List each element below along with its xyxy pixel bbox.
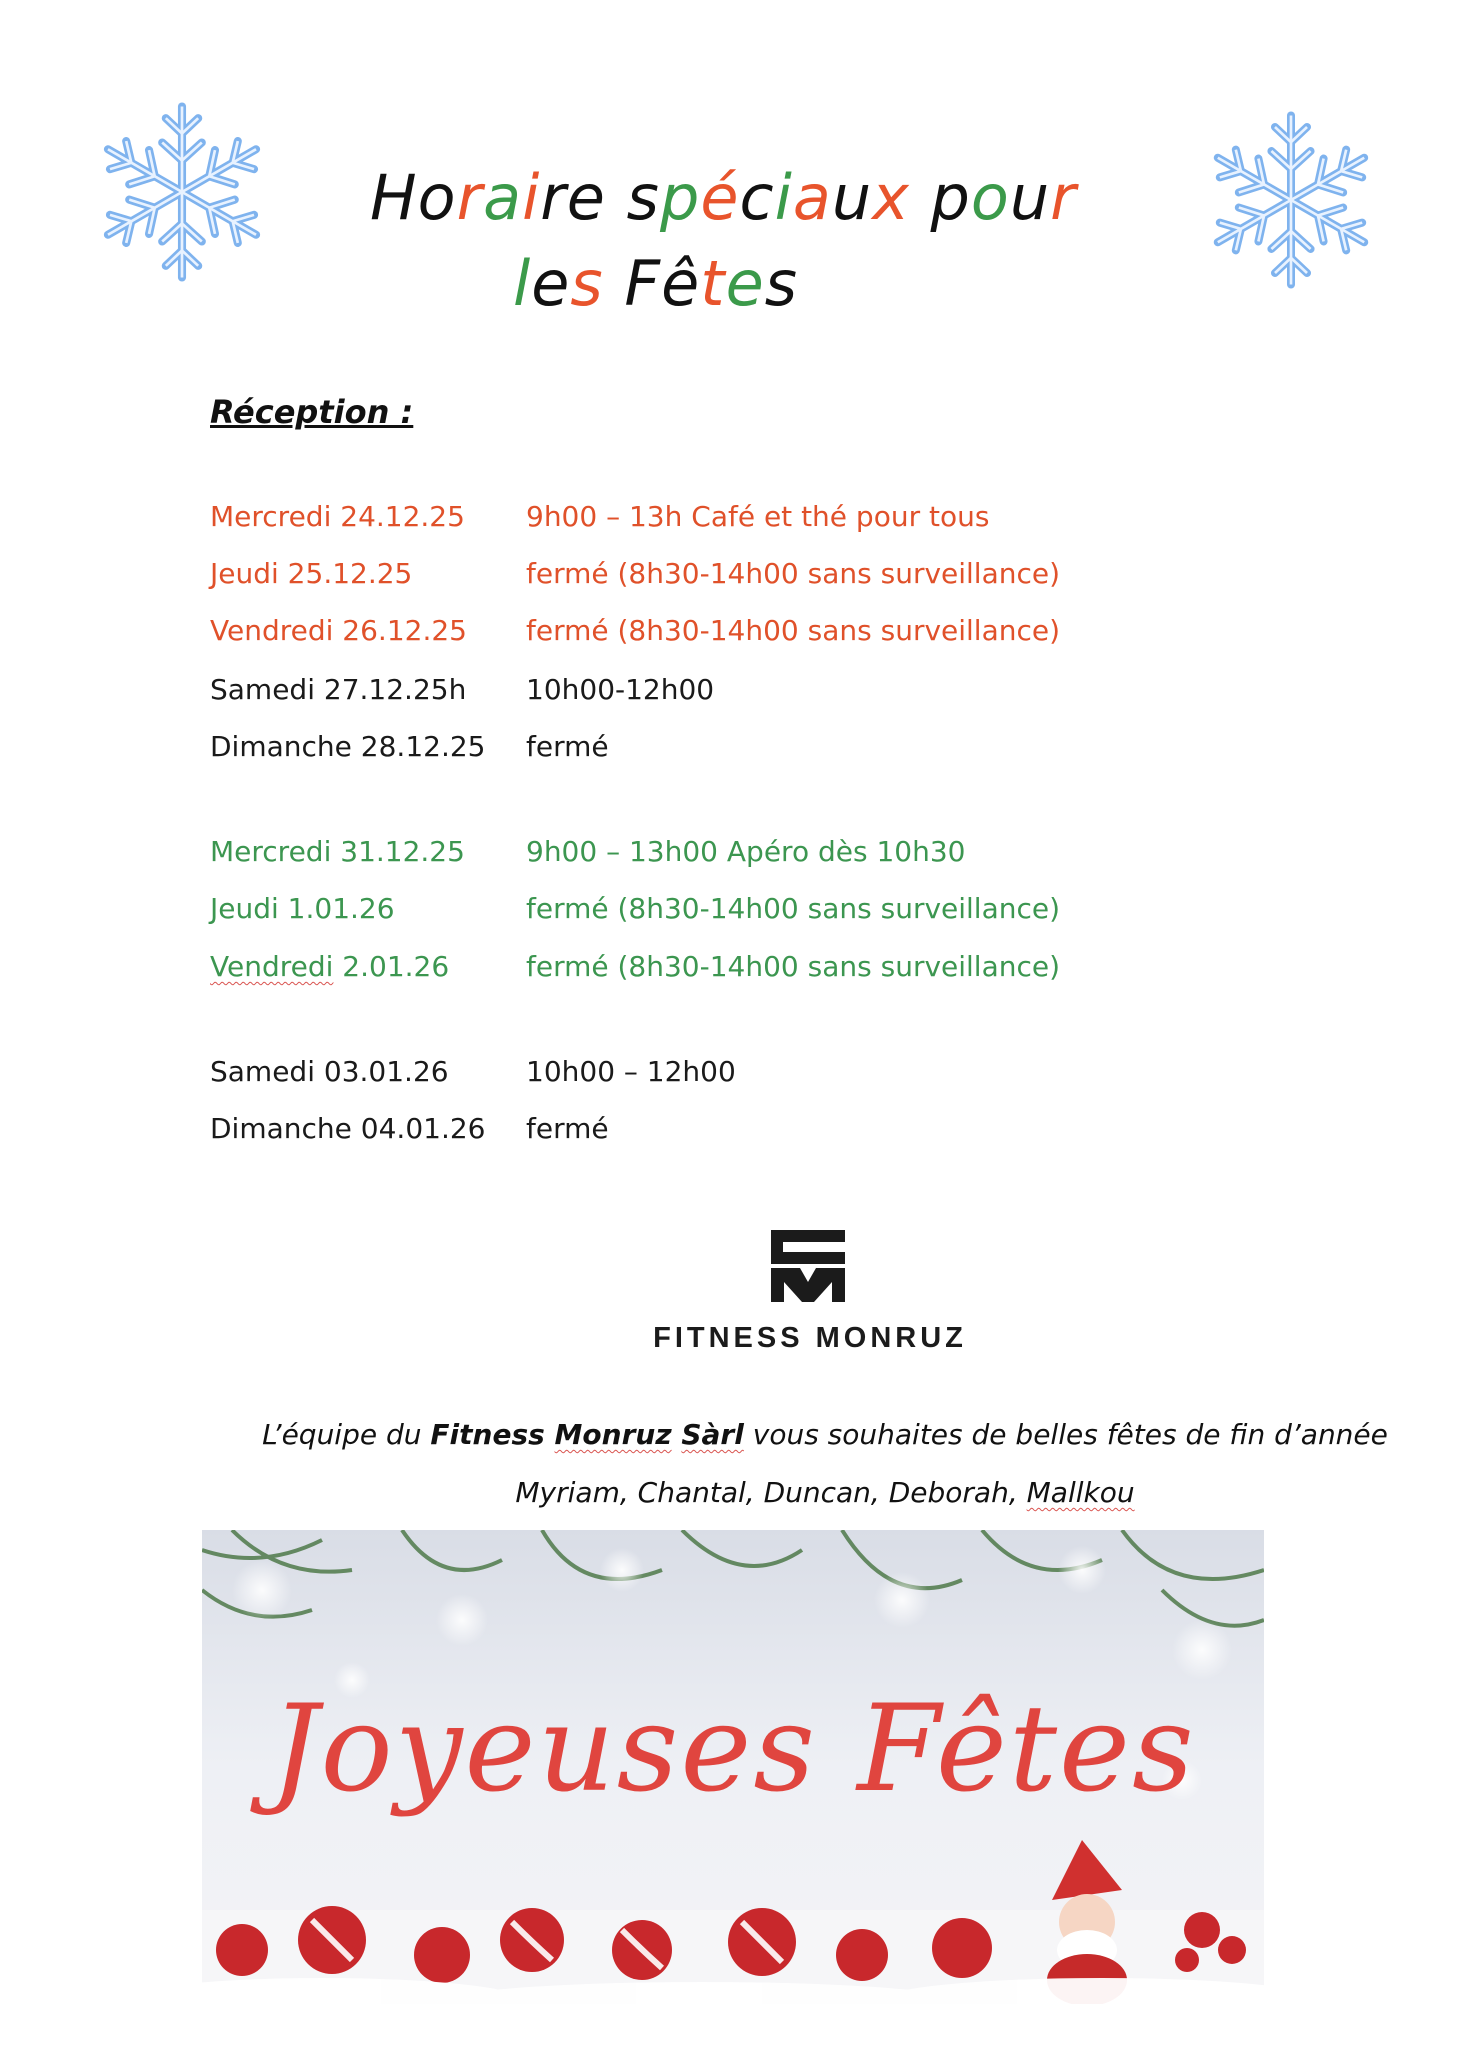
page-title	[370, 155, 1077, 327]
schedule-day: Mercredi 31.12.25	[210, 835, 465, 868]
title-letter: a	[483, 161, 523, 234]
schedule-day: Vendredi 2.01.26	[210, 950, 450, 983]
title-letter: o	[417, 161, 457, 234]
title-letter: p	[930, 161, 971, 234]
greeting-line	[200, 1418, 1450, 1451]
snowflake-icon-right	[1202, 102, 1380, 298]
snowflake-icon-left	[92, 92, 272, 292]
schedule-day: Samedi 27.12.25h	[210, 673, 467, 706]
team-names: Myriam, Chantal, Duncan, Deborah, Mallkou	[515, 1476, 1135, 1509]
title-letter: i	[774, 161, 793, 234]
banner-title: Joyeuses Fêtes	[270, 1680, 1196, 1819]
schedule-hours: 10h00 – 12h00	[526, 1055, 736, 1088]
title-letter: e	[566, 161, 606, 234]
title-letter: c	[739, 161, 775, 234]
title-letter: u	[831, 161, 873, 234]
title-letter	[910, 161, 931, 234]
schedule-hours: 10h00-12h00	[526, 673, 715, 706]
title-letter: t	[700, 247, 726, 320]
title-letter	[606, 161, 627, 234]
title-letter: é	[700, 161, 740, 234]
schedule-hours: fermé	[526, 1112, 609, 1145]
title-line-1	[370, 161, 1077, 234]
holiday-banner	[202, 1530, 1264, 2004]
schedule-day: Dimanche 04.01.26	[210, 1112, 486, 1145]
schedule-hours: fermé (8h30-14h00 sans surveillance)	[526, 557, 1061, 590]
title-letter: r	[456, 161, 484, 234]
title-letter: ê	[661, 247, 701, 320]
schedule-day: Jeudi 25.12.25	[210, 557, 413, 590]
greeting-prefix: L’équipe du	[262, 1418, 431, 1451]
reception-heading: Réception :	[210, 393, 414, 431]
title-letter: x	[872, 161, 910, 234]
schedule-day: Samedi 03.01.26	[210, 1055, 449, 1088]
title-letter: r	[540, 161, 567, 234]
title-letter: r	[1050, 161, 1077, 234]
title-letter: s	[626, 161, 660, 234]
title-letter: o	[970, 161, 1010, 234]
schedule-hours: fermé (8h30-14h00 sans surveillance)	[526, 892, 1061, 925]
title-letter: s	[570, 247, 604, 320]
title-letter: s	[764, 247, 799, 320]
logo-wordmark: FITNESS MONRUZ	[653, 1322, 967, 1354]
schedule-day: Mercredi 24.12.25	[210, 500, 465, 533]
schedule-hours: fermé (8h30-14h00 sans surveillance)	[526, 950, 1061, 983]
title-letter: p	[659, 161, 701, 234]
greeting-suffix: vous souhaites de belles fêtes de fin d’année	[743, 1418, 1388, 1451]
title-letter: a	[792, 161, 832, 234]
schedule-hours: fermé	[526, 730, 609, 763]
schedule-day: Vendredi 26.12.25	[210, 614, 467, 647]
title-letter	[604, 247, 625, 320]
title-letter: F	[624, 247, 662, 320]
title-letter: H	[370, 161, 418, 234]
title-letter: e	[725, 247, 765, 320]
company-name: Fitness Monruz Sàrl	[430, 1418, 744, 1451]
schedule-hours: fermé (8h30-14h00 sans surveillance)	[526, 614, 1061, 647]
title-line-2	[370, 241, 1077, 327]
schedule-hours: 9h00 – 13h00 Apéro dès 10h30	[526, 835, 966, 868]
schedule-day: Jeudi 1.01.26	[210, 892, 395, 925]
title-letter: i	[522, 161, 541, 234]
schedule-day: Dimanche 28.12.25	[210, 730, 486, 763]
title-letter: u	[1009, 161, 1051, 234]
schedule-hours: 9h00 – 13h Café et thé pour tous	[526, 500, 990, 533]
title-letter: l	[513, 247, 532, 320]
title-letter: e	[531, 247, 571, 320]
